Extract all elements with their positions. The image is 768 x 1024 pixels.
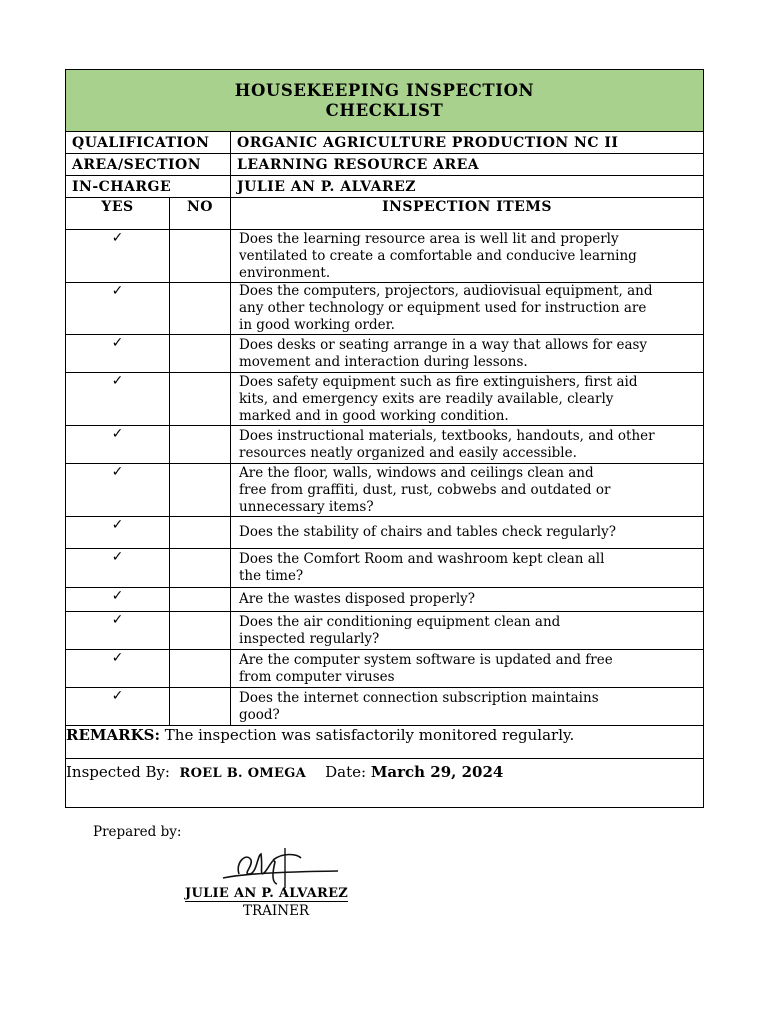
no-check-cell: [170, 688, 231, 726]
item-line: Does the Comfort Room and washroom kept clean all: [239, 551, 605, 567]
item-line: environment.: [239, 264, 331, 281]
form-title: [66, 70, 704, 132]
inspected-by-label: Inspected By:: [66, 763, 170, 781]
table-row: [66, 688, 704, 726]
item-line: Does safety equipment such as fire extinguishers, first aid: [239, 373, 638, 390]
yes-check-cell: ✓: [66, 283, 170, 335]
yes-check-cell: ✓: [66, 373, 170, 426]
checklist-form: [65, 69, 703, 808]
item-line: Does the air conditioning equipment clean and: [239, 613, 561, 630]
table-row: [66, 426, 704, 464]
inspection-item-text: [231, 612, 704, 650]
yes-column-header: YES: [66, 198, 170, 230]
inspection-item-text: [231, 373, 704, 426]
in-charge-value: JULIE AN P. ALVAREZ: [231, 176, 704, 198]
no-check-cell: [170, 612, 231, 650]
item-line: Are the computer system software is updated and free: [239, 651, 613, 668]
inspection-item-text: [231, 688, 704, 726]
remarks-text: The inspection was satisfactorily monitored regularly.: [160, 726, 575, 744]
no-check-cell: [170, 373, 231, 426]
item-line: free from graffiti, dust, rust, cobwebs and outdated or: [239, 481, 611, 498]
table-row: [66, 588, 704, 612]
item-line: inspected regularly?: [239, 630, 380, 647]
inspection-item-text: [231, 588, 704, 612]
inspection-items-header: INSPECTION ITEMS: [231, 198, 704, 230]
date-label: Date:: [325, 763, 367, 781]
no-check-cell: [170, 650, 231, 688]
item-line: unnecessary items?: [239, 498, 374, 515]
in-charge-label: IN-CHARGE: [66, 176, 231, 198]
no-check-cell: [170, 426, 231, 464]
item-line: from computer viruses: [239, 668, 395, 685]
title-line-1: HOUSEKEEPING INSPECTION: [234, 80, 535, 100]
item-line: in good working order.: [239, 317, 395, 333]
no-check-cell: [170, 549, 231, 588]
table-row: [66, 230, 704, 283]
item-line: Does the stability of chairs and tables check regularly?: [239, 524, 616, 540]
signer-name: JULIE AN P. ALVAREZ: [185, 886, 349, 901]
inspection-item-text: [231, 464, 704, 517]
item-line: Does the learning resource area is well lit and properly: [239, 230, 619, 247]
item-line: any other technology or equipment used for instruction are: [239, 300, 647, 316]
yes-check-cell: ✓: [66, 612, 170, 650]
inspection-item-text: [231, 335, 704, 373]
checklist-table: [65, 69, 704, 808]
item-line: kits, and emergency exits are readily available, clearly: [239, 390, 614, 407]
yes-check-cell: ✓: [66, 650, 170, 688]
yes-check-cell: ✓: [66, 426, 170, 464]
inspector-name: ROEL B. OMEGA: [179, 766, 307, 781]
yes-check-cell: ✓: [66, 335, 170, 373]
no-check-cell: [170, 464, 231, 517]
yes-check-cell: ✓: [66, 517, 170, 549]
table-row: [66, 464, 704, 517]
item-line: Does desks or seating arrange in a way that allows for easy: [239, 336, 648, 353]
table-row: [66, 549, 704, 588]
no-check-cell: [170, 588, 231, 612]
inspection-item-text: [231, 283, 704, 335]
item-line: Are the floor, walls, windows and ceilings clean and: [239, 464, 594, 481]
item-line: marked and in good working condition.: [239, 407, 509, 424]
yes-check-cell: ✓: [66, 230, 170, 283]
inspected-by-row: [66, 759, 704, 808]
title-line-2: CHECKLIST: [325, 100, 444, 120]
signer-title: TRAINER: [243, 903, 310, 919]
yes-check-cell: ✓: [66, 549, 170, 588]
item-line: movement and interaction during lessons.: [239, 353, 528, 370]
remarks-row: [66, 726, 704, 759]
inspection-item-text: [231, 650, 704, 688]
yes-check-cell: ✓: [66, 588, 170, 612]
no-column-header: NO: [170, 198, 231, 230]
item-line: Does the computers, projectors, audiovisual equipment, and: [239, 283, 653, 299]
no-check-cell: [170, 517, 231, 549]
table-row: [66, 283, 704, 335]
no-check-cell: [170, 283, 231, 335]
no-check-cell: [170, 230, 231, 283]
prepared-by-label: Prepared by:: [93, 824, 182, 840]
yes-check-cell: ✓: [66, 464, 170, 517]
item-line: ventilated to create a comfortable and conducive learning: [239, 247, 637, 264]
inspection-item-text: [231, 230, 704, 283]
qualification-label: QUALIFICATION: [66, 132, 231, 154]
table-row: [66, 612, 704, 650]
inspection-item-text: [231, 517, 704, 549]
inspection-date: March 29, 2024: [370, 763, 504, 781]
area-section-value: LEARNING RESOURCE AREA: [231, 154, 704, 176]
signature-image: [213, 844, 343, 890]
inspection-item-text: [231, 549, 704, 588]
inspection-item-text: [231, 426, 704, 464]
table-row: [66, 517, 704, 549]
yes-check-cell: ✓: [66, 688, 170, 726]
item-line: resources neatly organized and easily accessible.: [239, 444, 577, 461]
inspection-items-body: [66, 230, 704, 726]
area-section-label: AREA/SECTION: [66, 154, 231, 176]
table-row: [66, 650, 704, 688]
item-line: good?: [239, 706, 280, 723]
table-row: [66, 373, 704, 426]
table-row: [66, 335, 704, 373]
no-check-cell: [170, 335, 231, 373]
item-line: Does instructional materials, textbooks, handouts, and other: [239, 427, 655, 444]
item-line: Are the wastes disposed properly?: [239, 591, 476, 607]
remarks-label: REMARKS:: [66, 726, 161, 744]
item-line: the time?: [239, 568, 304, 584]
qualification-value: ORGANIC AGRICULTURE PRODUCTION NC II: [231, 132, 704, 154]
item-line: Does the internet connection subscription maintains: [239, 689, 599, 706]
